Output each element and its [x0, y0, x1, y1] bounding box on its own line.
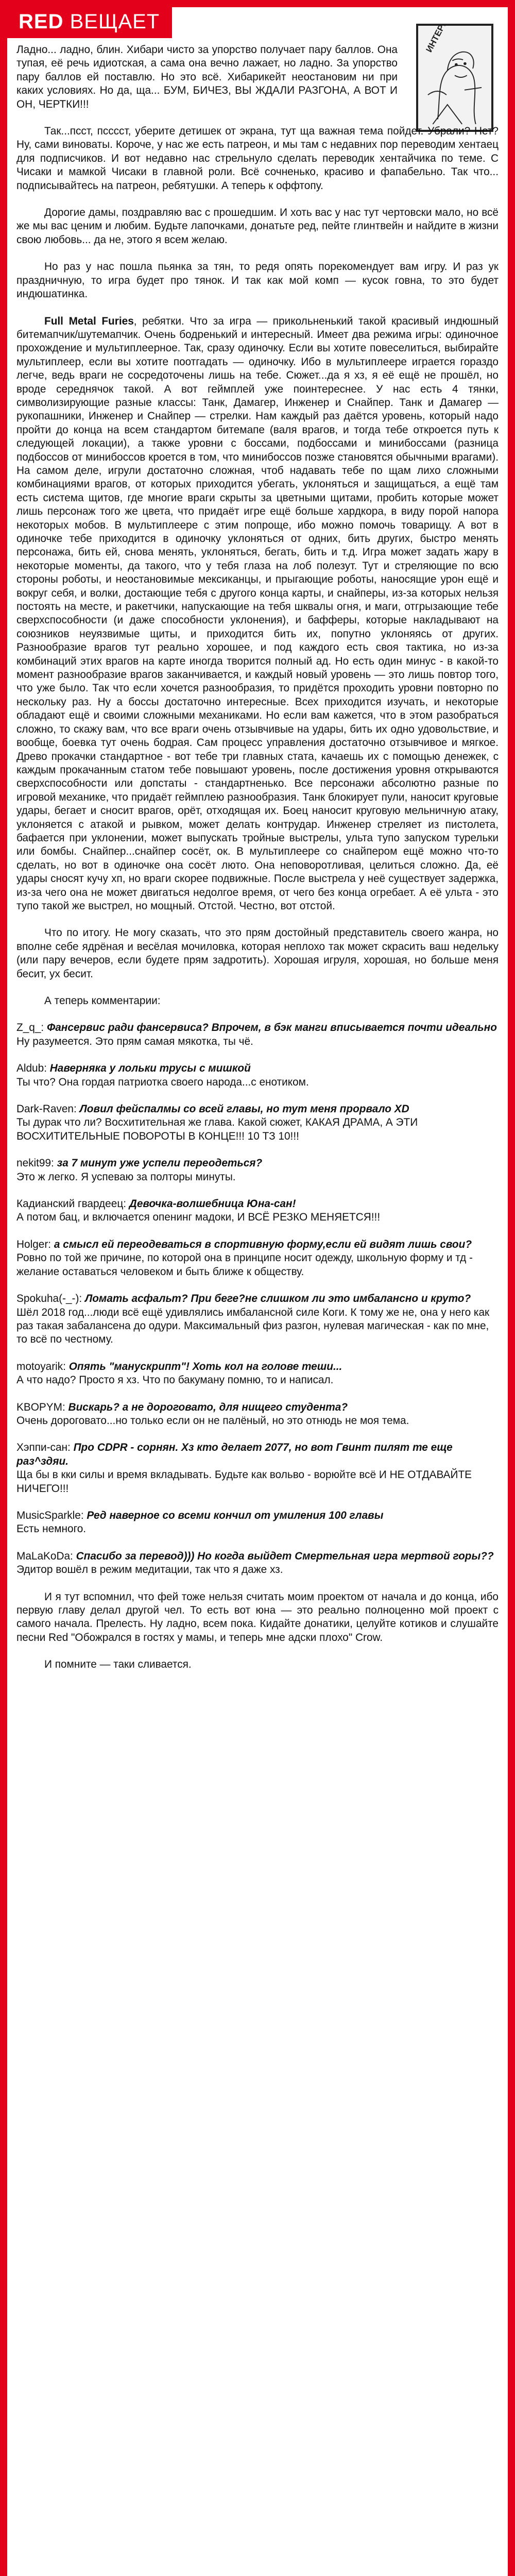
comment-header	[16, 1103, 499, 1116]
comment-question: Ред наверное со всеми кончил от умиления 100 главы	[87, 1509, 384, 1521]
comment-question: Про CDPR - сорнян. Хз кто делает 2077, но вот Гвинт пилят те еще раз^здяи.	[16, 1442, 453, 1467]
comment-header	[16, 1238, 499, 1251]
game-recommendation-intro: Но раз у нас пошла пьянка за тян, то редя опять порекомендует вам игру. И раз ук праздничную, то игра будет про тянок. И так как мой комп — кусок говна, то это будет индюшатинка.	[16, 261, 499, 300]
comment-question: Фансервис ради фансервиса? Впрочем, в бэк манги вписывается почти идеально	[46, 1022, 497, 1034]
outro-final-line: И помните — таки сливается.	[44, 1658, 192, 1671]
comment-author: motoyarik:	[16, 1360, 66, 1372]
comment-header	[16, 1441, 499, 1468]
comment-author: KBOPYM:	[16, 1401, 65, 1413]
header-title-tab	[7, 7, 172, 38]
comment-header	[16, 1509, 499, 1522]
game-verdict-paragraph: Что по итогу. Не могу сказать, что это прям достойный представитель своего жанра, но вполне себе ядрёная и весёлая мочиловка, которая неплохо так может скрасить ваш недельку (или пару вечеров, если будете прям задротить). Хорошая игруля, хорошая, но больше меня бесит, ух бесит.	[16, 927, 499, 980]
comment-item	[16, 1292, 499, 1347]
comment-item	[16, 1062, 499, 1089]
comment-reply: Есть немного.	[16, 1523, 87, 1535]
comment-item	[16, 1401, 499, 1428]
comment-item	[16, 1103, 499, 1143]
comment-item	[16, 1238, 499, 1279]
comment-item	[16, 1360, 499, 1387]
comment-author: Dark-Raven:	[16, 1103, 77, 1115]
comment-author: MusicSparkle:	[16, 1509, 84, 1521]
comment-author: MaLaKoDa:	[16, 1550, 73, 1562]
comment-reply: Ты дурак что ли? Восхитительная же глава. Какой сюжет, КАКАЯ ДРАМА, А ЭТИ ВОСХИТИТЕЛЬНЫЕ ПОВОРОТЫ В КОНЦЕ!!! 10 ТЗ 10!!!	[16, 1116, 418, 1142]
comment-item	[16, 1509, 499, 1536]
comment-reply: Очень дороговато...но только если он не палёный, но это отнюдь не моя тема.	[16, 1414, 409, 1427]
comment-item	[16, 1021, 499, 1048]
comment-author: Spokuha(-_-):	[16, 1293, 82, 1305]
comment-question: Ловил фейспалмы со всей главы, но тут меня прорвало XD	[79, 1103, 409, 1115]
comments-list	[16, 1021, 499, 1577]
comment-reply: А потом бац, и включается опенинг мадоки, И ВСЁ РЕЗКО МЕНЯЕТСЯ!!!	[16, 1211, 381, 1224]
comment-reply: Шёл 2018 год...люди всё ещё удивлялись имбалансной силе Коги. К тому же не, она у него как раз такая забалансена до одури. Максимальный физ разгон, нулевая магическая - как по мне, то всё по честному.	[16, 1306, 490, 1346]
comment-item	[16, 1197, 499, 1225]
comment-item	[16, 1441, 499, 1496]
comment-reply: Эдитор вошёл в режим медитации, так что я даже хз.	[16, 1564, 283, 1576]
comment-header	[16, 1550, 499, 1563]
comment-reply: Ща бы в кки силы и время вкладывать. Будьте как вольво - ворюйте всё И НЕ ОТДАВАЙТЕ НИЧЕГО!!!	[16, 1469, 472, 1495]
comment-question: Ломать асфальт? При беге?не слишком ли это имбалансно и круто?	[84, 1293, 471, 1305]
comment-reply: Ты что? Она гордая патриотка своего народа...с енотиком.	[16, 1076, 309, 1088]
comment-item	[16, 1157, 499, 1184]
patreon-paragraph: Так...псст, псссст, уберите детишек от экрана, тут ща важная тема пойдет. Убрали? Нет? Ну, сами виноваты. Короче, у нас же есть патреон, и мы там с недавних пор переводим хентаец для подписчиков. И вот недавно нас стрельнуло сделать переводик хентайчика по теме. С Чисаки и мамкой Чисаки в главной роли. Всё сочненько, красиво и фапабельно. Так что... подписывайтесь на патреон, ребятушки. А теперь к оффтопу.	[16, 125, 499, 192]
comment-header	[16, 1197, 499, 1211]
comment-author: Хэппи-сан:	[16, 1442, 71, 1454]
comment-question: Спасибо за перевод))) Но когда выйдет Смертельная игра мертвой горы??	[76, 1550, 494, 1562]
comment-author: Aldub:	[16, 1062, 47, 1075]
comment-header	[16, 1021, 499, 1035]
comment-header	[16, 1157, 499, 1170]
comment-reply: Ну разумеется. Это прям самая мякотка, ты чё.	[16, 1035, 253, 1047]
comment-question: за 7 минут уже успели переодеться?	[57, 1157, 263, 1170]
comment-question: Наверняка у лольки трусы с мишкой	[49, 1062, 251, 1075]
comment-author: Z_q_:	[16, 1022, 44, 1034]
greeting-paragraph: Дорогие дамы, поздравляю вас с прошедшим. И хоть вас у нас тут чертовски мало, но всё же мы вас ценим и любим. Будьте лапочками, донатьте ред, пейте глинтвейн и найдите в жизни свою любовь... да не, этого я всем желаю.	[16, 207, 499, 246]
brand-name: RED	[19, 10, 64, 33]
comment-reply: А что надо? Просто я хз. Что по бакуману помню, то и написал.	[16, 1374, 334, 1386]
outro-paragraph: И я тут вспомнил, что фей тоже нельзя считать моим проектом от начала и до конца, ибо первую главу делал другой чел. То есть вот юна — это реально полноценно мой проект с самого начала. Прелесть. Ну ладно, всем пока. Кидайте донатики, целуйте котиков и слушайте песни Red "Обожрался в гостях у мамы, и теперь мне адски плохо" Crow.	[16, 1590, 499, 1643]
intro-paragraph: Ладно... ладно, блин. Хибари чисто за упорство получает пару баллов. Она тупая, её речь идиотская, а сама она вечно лажает, но ладно. За упорство пару баллов ей поставлю. Но это всё. Хибарикейт неостановим ни при каких условиях. Но да, ща... БУМ, БИЧЕЗ, ВЫ ЖДАЛИ РАЗГОНА, А ВОТ И ОН, ЧЕРТКИ!!!	[16, 44, 398, 110]
comment-question: Опять "манускрипт"! Хоть кол на голове теши...	[68, 1360, 342, 1372]
article-body	[16, 43, 499, 1685]
comment-header	[16, 1401, 499, 1414]
comment-author: Кадианский гвардеец:	[16, 1198, 127, 1210]
game-title: Full Metal Furies	[44, 315, 134, 327]
header-title: ВЕЩАЕТ	[70, 10, 160, 33]
comment-header	[16, 1360, 499, 1374]
comment-header	[16, 1062, 499, 1075]
comment-header	[16, 1292, 499, 1306]
comment-author: Holger:	[16, 1238, 52, 1250]
comment-reply: Ровно по той же причине, по которой она в принципе носит одежду, школьную форму и тд - желание оставаться человеком и быть ближе к обществу.	[16, 1252, 473, 1278]
game-review-paragraph	[16, 315, 499, 913]
comment-reply: Это ж легко. Я успеваю за полторы минуты.	[16, 1171, 236, 1183]
comment-item	[16, 1550, 499, 1577]
game-review-text: , ребятки. Что за игра — прикольненький такой красивый индюшный битемапчик/шутемапчик. Очень бодренький и интересный. Имеет два режима игры: одиночное прохождение и мультиплеерное. Так, сразу одиночку. Если вы хотите повеселиться, выбирайте мультиплеер, если вы хотите поотгадать — одиночку. Ибо в мультиплеере играется гораздо легче, ведь враги не сосредоточены лишь на тебе. Сюжет...да я хз, я её ещё не прошёл, но вроде середнячок такой. А вот геймплей уже поинтереснее. У нас есть 4 тянки, символизирующие разные классы: Танк, Дамагер, Инженер и Снайпер. Танк и Дамагер — рукопашники, Инженер и Снайпер — стрелки. Нам каждый раз даётся уровень, который надо пройти до конца на всем стандартом битемапе (валя врагов, и тогда тебе откроется путь к следующей локации), а также уровни с боссами, подбоссами и минибоссами (разница подбоссов от минибоссов кроется в том, что минибоссов позже становятся обычными врагами). На самом деле, игрули достаточно сложная, чтоб надавать тебе по щам лихо сложными комбинациями врагов, от которых приходится убегать, уклоняться и защищаться, а ещё там есть система щитов, где многие враги скрыты за цветными щитами, пробить которые может лишь персонаж того же цвета, что придаёт игре ещё больше хардкора, в виду порой напора некоторых мобов. В мультиплеере с этим попроще, ибо можно помочь товарищу. А вот в одиночке тебе приходится в одиночку уклоняться от одних, бить других, быстро менять персонажа, бить ей, снова менять, уклоняться, бегать, бить и т.д. Игра может задать жару в некоторые моменты, да такого, что у тебя глаза на лоб полезут. Тут и стреляющие по всю стороны роботы, и неостановимые мексиканцы, и прыгающие роботы, наносящие урон ещё и вокруг себя, и волки, достающие тебя с другого конца карты, и снайперы, из-за которых нельзя постоять на месте, и ракетчики, напускающие на тебя шквалы огня, и маги, отгрызающие тебе сверхспособности (и даже способности уклонения), и бафферы, которые накладывают на союзников неуязвимые щиты, и приходится бить их, попутно уклоняясь от других. Разнообразие врагов тут реально хорошее, и под каждого есть своя тактика, но из-за комбинаций этих врагов на карте иногда творится полный ад. Но есть один минус - в какой-то момент разнообразие врагов заканчивается, и каждый новый уровень — это лишь повтор того, что уже было. Так что если хочется разнообразия, то придётся проходить уровни повторно по нескольку раз. Ну а боссы достаточно интересные. Всех приходится изучать, и некоторые обладают ещё и своими сложными механиками. Но если вам кажется, что в этом разобраться сложно, то скажу вам, что все враги очень отзывчивые на удары, бить их одно удовольствие, и вообще, боевка тут очень бодрая. Сам процесс управления достаточно отзывчивое и мягкое. Древо прокачки стандартное - вот тебе три главных стата, качаешь их с помощью денежек, с каждым прокачанным статом тебе повышают уровень, после достижения уровня открываются сверхспособности или допстаты - стандартненько. Все персонажи абсолютно разные по игровой механике, что придаёт геймплею разнообразия. Танк блокирует пули, наносит круговые удары, бегает и сносит врагов, орёт, отходящая их. Боец наносит круговую мельничную атаку, уклоняется с атакой и рывком, может делать контрудар. Инженер стреляет из пистолета, бафается при уклонении, может выпускать тройные выстрелы, ульта тупо запуском турельки или бомбы. Снайпер...снайпер сосёт, ок. В мультиплеере со снайпером ещё можно что-то сделать, но вот в одиночке она сосёт люто. Она неповоротливая, целиться сложно. Да, её удары сносят кучу хп, но враги скорее подвижные. После выстрела у неё существует задержка, из-за чего она не может двигаться недолгое время, от чего без конца огребает. А её ульта - это тупо такой же выстрел, но мощный. Отстой. Честно, вот отстой.	[16, 315, 499, 912]
comment-question: а смысл ей переодеваться в спортивную форму,если ей видят лишь свои?	[54, 1238, 472, 1250]
comment-question: Вискарь? а не дороговато, для нищего студента?	[68, 1401, 348, 1413]
comments-heading: А теперь комментарии:	[44, 995, 161, 1007]
comment-author: nekit99:	[16, 1157, 54, 1170]
comment-question: Девочка-волшебница Юна-сан!	[129, 1198, 296, 1210]
